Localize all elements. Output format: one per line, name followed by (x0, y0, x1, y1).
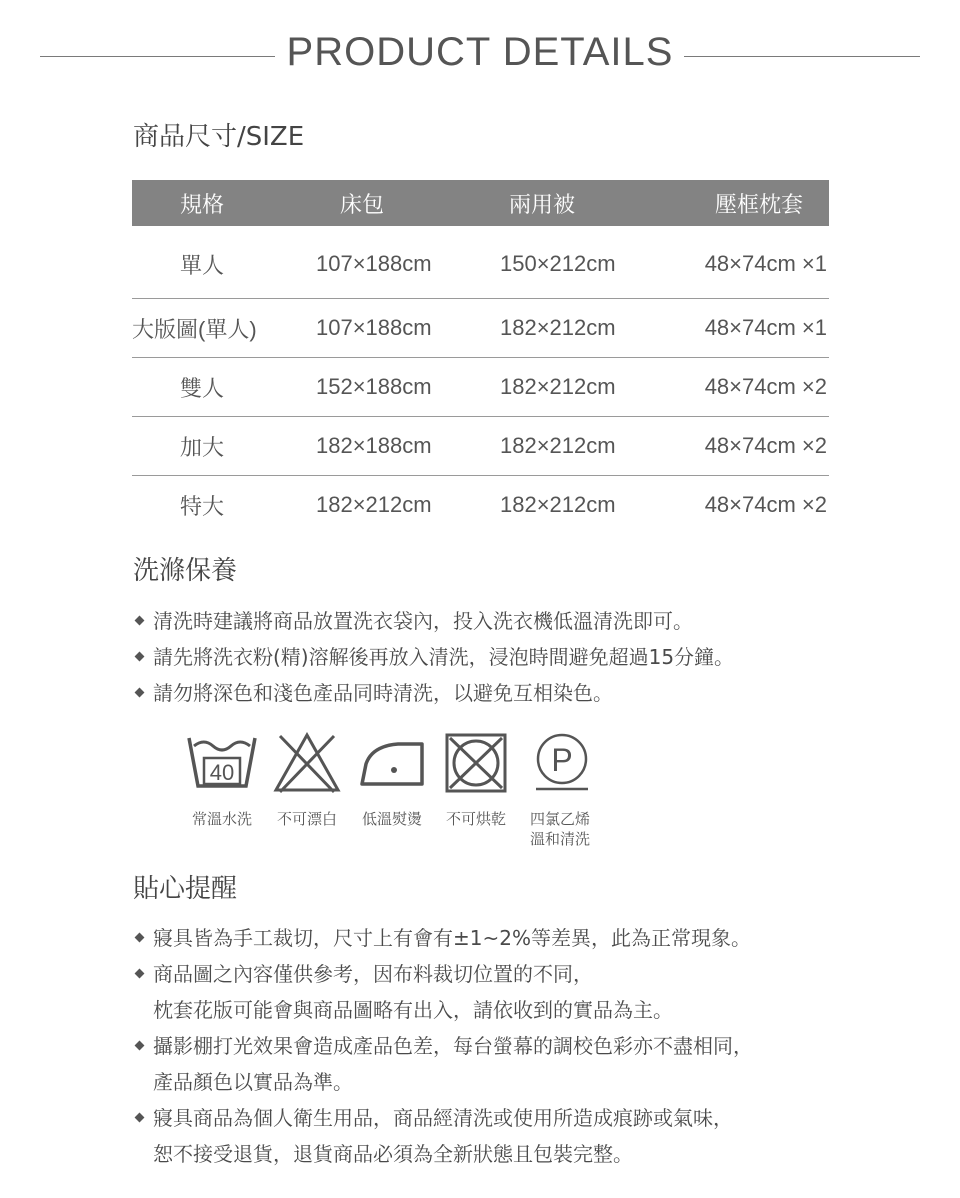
notes-list (133, 920, 753, 1172)
no-tumble-dry-icon (444, 732, 510, 798)
cell-duvet: 182×212cm (452, 417, 632, 476)
col-header-duvet: 兩用被 (452, 180, 632, 226)
no-bleach-icon (272, 732, 342, 798)
note-line: 攝影棚打光效果會造成產品色差，每台螢幕的調校色彩亦不盡相同， (153, 1034, 753, 1058)
note-line: 寢具皆為手工裁切，尺寸上有會有±1~2%等差異，此為正常現象。 (153, 926, 751, 950)
list-item (133, 1028, 753, 1100)
table-row (132, 226, 829, 299)
cell-spec: 雙人 (132, 358, 272, 417)
note-line-cont: 枕套花版可能會與商品圖略有出入，請依收到的實品為主。 (153, 998, 673, 1022)
list-item: 清洗時建議將商品放置洗衣袋內，投入洗衣機低溫清洗即可。 (133, 603, 734, 639)
size-table-header (132, 180, 829, 226)
tumble-dry-label: 不可烘乾 (445, 810, 506, 828)
list-item (133, 1100, 753, 1172)
cell-pillowcase: 48×74cm ×2 (704, 492, 827, 517)
title-divider-left (40, 56, 275, 57)
title-divider-right (684, 56, 920, 57)
note-line-cont: 恕不接受退貨，退貨商品必須為全新狀態且包裝完整。 (153, 1142, 633, 1166)
note-line: 寢具商品為個人衛生用品，商品經清洗或使用所造成痕跡或氣味， (153, 1106, 733, 1130)
cell-spec: 大版圖(單人) (132, 299, 272, 358)
table-row (132, 299, 829, 358)
table-row (132, 358, 829, 417)
col-header-fitted-sheet: 床包 (272, 180, 452, 226)
cell-fitted-sheet: 152×188cm (272, 358, 452, 417)
care-heading: 洗滌保養 (133, 556, 238, 586)
wash-40-icon (186, 732, 258, 796)
iron-low-icon (358, 732, 428, 796)
dry-clean-p-icon (530, 732, 596, 798)
list-item: 請勿將深色和淺色產品同時清洗，以避免互相染色。 (133, 675, 734, 711)
size-heading: 商品尺寸/SIZE (133, 122, 305, 152)
cell-pillowcase: 48×74cm ×2 (632, 358, 829, 417)
dry-clean-label-1: 四氯乙烯 (529, 810, 590, 828)
wash-temp-text: 40 (209, 760, 235, 785)
cell-fitted-sheet: 182×188cm (272, 417, 452, 476)
col-header-spec: 規格 (132, 180, 272, 226)
cell-spec: 單人 (132, 226, 272, 299)
table-row (132, 417, 829, 476)
cell-pillowcase: 48×74cm ×2 (632, 417, 829, 476)
cell-fitted-sheet: 182×212cm (316, 492, 432, 517)
wash-label: 常溫水洗 (191, 810, 252, 828)
care-list (133, 603, 734, 711)
cell-pillowcase: 48×74cm ×1 (632, 226, 829, 299)
list-item (133, 920, 753, 956)
dry-clean-letter: P (551, 742, 573, 778)
no-bleach-label: 不可漂白 (276, 810, 337, 828)
cell-fitted-sheet: 107×188cm (272, 299, 452, 358)
list-item: 請先將洗衣粉(精)溶解後再放入清洗，浸泡時間避免超過15分鐘。 (133, 639, 734, 675)
cell-spec: 加大 (132, 417, 272, 476)
list-item (133, 956, 753, 1028)
iron-label: 低溫熨燙 (361, 810, 422, 828)
notes-heading: 貼心提醒 (133, 874, 238, 904)
cell-duvet: 182×212cm (452, 299, 632, 358)
table-row (132, 476, 829, 535)
col-header-pillowcase: 壓框枕套 (632, 180, 829, 226)
dry-clean-label-2: 溫和清洗 (529, 830, 590, 848)
page-title: PRODUCT DETAILS (286, 30, 674, 74)
note-line: 商品圖之內容僅供參考，因布料裁切位置的不同， (153, 962, 593, 986)
cell-duvet: 182×212cm (452, 358, 632, 417)
cell-fitted-sheet: 107×188cm (272, 226, 452, 299)
cell-duvet: 150×212cm (452, 226, 632, 299)
cell-pillowcase: 48×74cm ×1 (632, 299, 829, 358)
note-line-cont: 產品顏色以實品為準。 (153, 1070, 353, 1094)
size-table (132, 180, 829, 534)
cell-duvet: 182×212cm (500, 492, 616, 517)
product-details-header (0, 30, 960, 90)
cell-spec: 特大 (179, 493, 224, 519)
